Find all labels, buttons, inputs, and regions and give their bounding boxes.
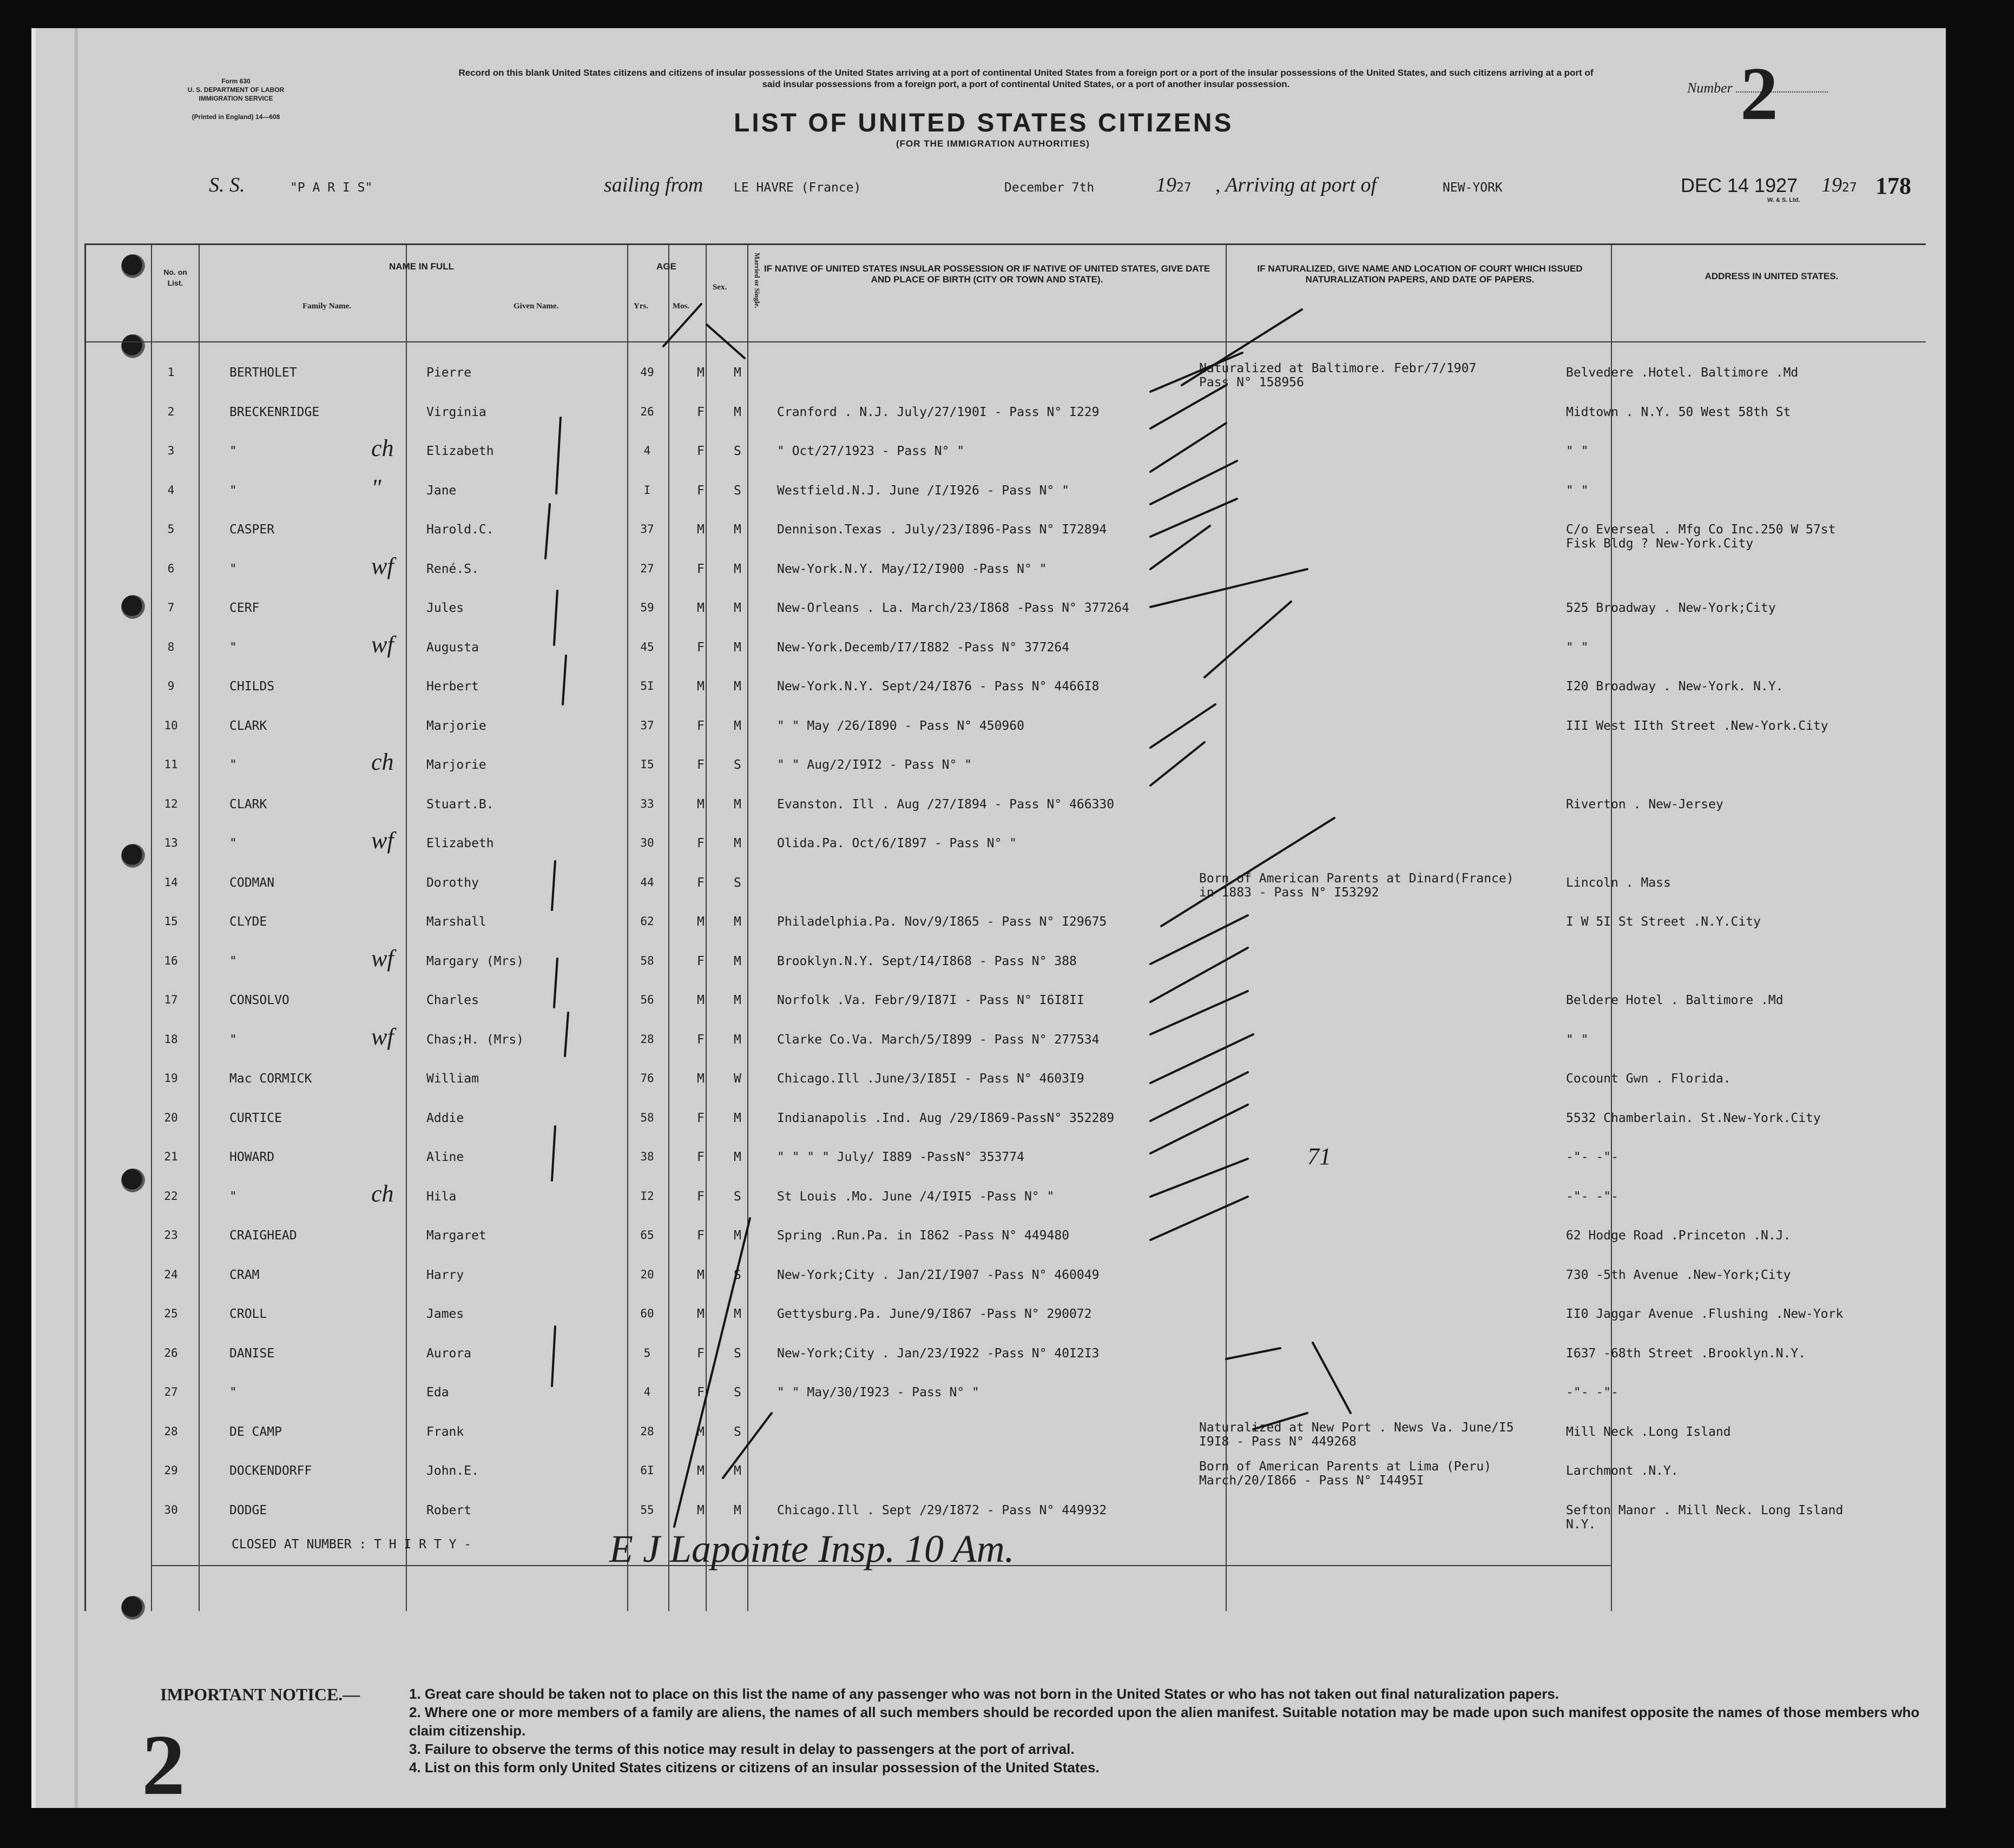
row-family: BRECKENRIDGE xyxy=(229,405,320,419)
row-ms: S xyxy=(734,758,741,772)
row-family: CRAM xyxy=(229,1268,260,1282)
row-given: Chas;H. (Mrs) xyxy=(426,1032,524,1047)
row-birth: New-York.N.Y. May/I2/I900 -Pass N° " xyxy=(777,562,1047,576)
row-age: 28 xyxy=(640,1032,654,1046)
row-family: CHILDS xyxy=(229,679,275,694)
row-birth: New-York;City . Jan/2I/I907 -Pass N° 460049 xyxy=(777,1268,1100,1282)
row-given: William xyxy=(426,1072,479,1086)
row-sex: F xyxy=(697,1032,705,1047)
row-no: 2 xyxy=(167,405,175,418)
record-instructions: Record on this blank United States citizens and citizens of insular possessions of the United States arriving at a port of continental United States from a foreign port or a port of the insular possessions of the United States, and such citizens arriving at a port of said insular possessions from a foreign port, a port of continental United States, or a port of another insular possession. xyxy=(458,68,1594,89)
row-addr: Belvedere .Hotel. Baltimore .Md xyxy=(1566,366,1799,380)
row-given: Eda xyxy=(426,1385,449,1400)
row-family: DOCKENDORFF xyxy=(229,1464,312,1478)
row-age: 27 xyxy=(640,562,654,575)
row-addr: I637 -68th Street .Brooklyn.N.Y. xyxy=(1566,1346,1806,1361)
row-mark: ch xyxy=(371,749,394,775)
row-sex: F xyxy=(697,640,705,655)
row-no: 8 xyxy=(167,640,175,654)
row-birth: Spring .Run.Pa. in I862 -Pass N° 449480 xyxy=(777,1229,1070,1243)
row-given: Margaret xyxy=(426,1229,486,1243)
row-addr: Sefton Manor . Mill Neck. Long Island xyxy=(1566,1503,1844,1517)
row-ms: S xyxy=(734,483,741,498)
manifest-sheet xyxy=(31,28,1946,1808)
row-no: 18 xyxy=(164,1032,178,1046)
row-addr: II0 Jaggar Avenue .Flushing .New-York xyxy=(1566,1307,1844,1321)
row-sex: F xyxy=(697,405,705,419)
row-age: I xyxy=(643,483,651,497)
row-addr: I W 5I St Street .N.Y.City xyxy=(1566,915,1761,929)
row-birth: " " May/30/I923 - Pass N° " xyxy=(777,1385,979,1400)
row-addr: Cocount Gwn . Florida. xyxy=(1566,1072,1731,1086)
row-mark: ch xyxy=(371,1180,394,1207)
row-birth: " " May /26/I890 - Pass N° 450960 xyxy=(777,718,1024,733)
row-birth: Clarke Co.Va. March/5/I899 - Pass N° 277534 xyxy=(777,1032,1100,1047)
row-no: 16 xyxy=(164,954,178,967)
row-sex: M xyxy=(697,1464,705,1478)
row-birth: New-York.N.Y. Sept/24/I876 - Pass N° 4466I8 xyxy=(777,679,1100,694)
row-family: DE CAMP xyxy=(229,1424,282,1439)
number-label: Number xyxy=(1687,80,1828,96)
row-age: 65 xyxy=(640,1229,654,1242)
row-addr: I20 Broadway . New-York. N.Y. xyxy=(1566,679,1783,694)
row-no: 28 xyxy=(164,1424,178,1438)
row-sex: F xyxy=(697,836,705,850)
row-family: BERTHOLET xyxy=(229,366,297,380)
row-birth: Cranford . N.J. July/27/190I - Pass N° I229 xyxy=(777,405,1100,419)
row-addr: -"- -"- xyxy=(1566,1385,1618,1400)
row-age: 20 xyxy=(640,1268,654,1281)
col-age-mos: Mos. xyxy=(673,302,690,311)
row-ms: S xyxy=(734,444,741,458)
row-given: Addie xyxy=(426,1111,464,1125)
row-birth: Westfield.N.J. June /I/I926 - Pass N° " xyxy=(777,483,1070,498)
row-family: " xyxy=(229,444,237,458)
row-age: 6I xyxy=(640,1464,654,1477)
row-age: 55 xyxy=(640,1503,654,1516)
row-ms: S xyxy=(734,1189,741,1204)
row-ms: S xyxy=(734,1268,741,1282)
row-sex: F xyxy=(697,483,705,498)
row-age: 58 xyxy=(640,954,654,967)
col-birth: IF NATIVE OF UNITED STATES INSULAR POSSESSION OR IF NATIVE OF UNITED STATES, GIVE DATE AND PLACE OF BIRTH (CITY OR TOWN AND STATE). xyxy=(764,263,1210,285)
row-sex: F xyxy=(697,718,705,733)
row-no: 20 xyxy=(164,1111,178,1124)
row-family: " xyxy=(229,640,237,655)
port-of-arrival: NEW-YORK xyxy=(1443,181,1503,195)
row-naturalized: Born of American Parents at Lima (Peru) xyxy=(1199,1460,1492,1474)
row-birth: Indianapolis .Ind. Aug /29/I869-PassN° 352289 xyxy=(777,1111,1115,1125)
row-given: Elizabeth xyxy=(426,444,494,458)
form-number: Form 630 xyxy=(221,77,251,85)
row-no: 25 xyxy=(164,1307,178,1320)
row-addr: 5532 Chamberlain. St.New-York.City xyxy=(1566,1111,1821,1125)
row-ms: M xyxy=(734,797,741,811)
row-age: I5 xyxy=(640,758,654,771)
row-sex: M xyxy=(697,993,705,1007)
row-ms: S xyxy=(734,1346,741,1361)
row-ms: M xyxy=(734,993,741,1007)
row-age: 4 xyxy=(643,444,651,457)
row-family: " xyxy=(229,1189,237,1204)
notice-item: 1. Great care should be taken not to place on this list the name of any passenger who was not born in the United States or who has not taken out final naturalization papers. xyxy=(409,1686,1559,1702)
row-sex: M xyxy=(697,1268,705,1282)
col-address: ADDRESS IN UNITED STATES. xyxy=(1704,271,1839,281)
row-sex: M xyxy=(697,1072,705,1086)
notice-items xyxy=(409,1685,1940,1777)
row-age: 60 xyxy=(640,1307,654,1320)
row-no: 29 xyxy=(164,1464,178,1477)
row-family: CASPER xyxy=(229,523,275,537)
row-no: 10 xyxy=(164,718,178,732)
row-ms: M xyxy=(734,1150,741,1164)
row-birth: Gettysburg.Pa. June/9/I867 -Pass N° 290072 xyxy=(777,1307,1092,1321)
row-family: CERF xyxy=(229,601,260,615)
row-addr: C/o Everseal . Mfg Co Inc.250 W 57st xyxy=(1566,523,1836,537)
row-naturalized-line2: March/20/I866 - Pass N° I4495I xyxy=(1199,1474,1424,1488)
row-birth: " " Aug/2/I9I2 - Pass N° " xyxy=(777,758,972,772)
col-given-name: Given Name. xyxy=(514,302,559,311)
row-no: 27 xyxy=(164,1385,178,1398)
row-age: 49 xyxy=(640,366,654,379)
row-family: " xyxy=(229,836,237,850)
row-given: Dorothy xyxy=(426,875,479,890)
row-addr: III West IIth Street .New-York.City xyxy=(1566,718,1828,733)
notice-item: 2. Where one or more members of a family are aliens, the names of all such members should be recorded upon the alien manifest. Suitable notation may be made upon such manifest opposite the names of those members who claim citizenship. xyxy=(409,1704,1920,1739)
row-sex: F xyxy=(697,875,705,890)
row-family: CURTICE xyxy=(229,1111,282,1125)
row-no: 9 xyxy=(167,679,175,692)
row-no: 30 xyxy=(164,1503,178,1516)
row-given: Pierre xyxy=(426,366,472,380)
row-sex: F xyxy=(697,1111,705,1125)
row-mark: wf xyxy=(371,945,394,972)
department-label: U. S. DEPARTMENT OF LABOR xyxy=(187,86,285,94)
row-age: 28 xyxy=(640,1424,654,1438)
notice-item: 3. Failure to observe the terms of this notice may result in delay to passengers at the port of arrival. xyxy=(409,1741,1075,1757)
arriving-label: , Arriving at port of xyxy=(1215,174,1377,196)
row-family: DODGE xyxy=(229,1503,267,1517)
page-title: LIST OF UNITED STATES CITIZENS xyxy=(734,109,1234,137)
row-birth: Evanston. Ill . Aug /27/I894 - Pass N° 466330 xyxy=(777,797,1115,811)
row-no: 17 xyxy=(164,993,178,1006)
row-sex: M xyxy=(697,1307,705,1321)
row-addr: 62 Hodge Road .Princeton .N.J. xyxy=(1566,1229,1791,1243)
row-no: 19 xyxy=(164,1072,178,1085)
row-no: 21 xyxy=(164,1150,178,1163)
row-family: CONSOLVO xyxy=(229,993,289,1007)
row-given: Frank xyxy=(426,1424,464,1439)
sailing-year: 1927 xyxy=(1156,174,1192,196)
row-sex: F xyxy=(697,1189,705,1204)
row-family: Mac CORMICK xyxy=(229,1072,312,1086)
row-ms: M xyxy=(734,1032,741,1047)
row-birth: Philadelphia.Pa. Nov/9/I865 - Pass N° I29675 xyxy=(777,915,1107,929)
row-naturalized-line2: I9I8 - Pass N° 449268 xyxy=(1199,1434,1357,1449)
row-given: Stuart.B. xyxy=(426,797,494,811)
row-family: " xyxy=(229,1385,237,1400)
row-sex: F xyxy=(697,562,705,576)
row-no: 3 xyxy=(167,444,175,457)
row-no: 6 xyxy=(167,562,175,575)
row-ms: M xyxy=(734,562,741,576)
row-addr: " " xyxy=(1566,1032,1589,1047)
row-family: " xyxy=(229,1032,237,1047)
row-family: DANISE xyxy=(229,1346,275,1361)
row-addr: Midtown . N.Y. 50 West 58th St xyxy=(1566,405,1791,419)
row-addr: 525 Broadway . New-York;City xyxy=(1566,601,1776,615)
row-age: 30 xyxy=(640,836,654,849)
row-sex: M xyxy=(697,679,705,694)
row-given: Charles xyxy=(426,993,479,1007)
row-given: Marjorie xyxy=(426,758,486,772)
arrival-stamp: DEC 14 1927 xyxy=(1681,174,1798,196)
row-age: I2 xyxy=(640,1189,654,1203)
service-label: IMMIGRATION SERVICE xyxy=(199,95,273,102)
row-mark: wf xyxy=(371,552,394,579)
row-ms: M xyxy=(734,954,741,968)
row-addr: " " xyxy=(1566,483,1589,498)
port-of-departure: LE HAVRE (France) xyxy=(734,181,861,195)
row-sex: M xyxy=(697,915,705,929)
row-age: 76 xyxy=(640,1072,654,1085)
row-no: 12 xyxy=(164,797,178,810)
row-family: CLYDE xyxy=(229,915,267,929)
row-sex: F xyxy=(697,444,705,458)
notice-heading: IMPORTANT NOTICE.— xyxy=(160,1685,360,1704)
row-ms: M xyxy=(734,1464,741,1478)
row-addr: Lincoln . Mass xyxy=(1566,875,1671,890)
row-sex: F xyxy=(697,1385,705,1400)
row-birth: New-York.Decemb/I7/I882 -Pass N° 377264 xyxy=(777,640,1070,655)
row-given: Harold.C. xyxy=(426,523,494,537)
row-ms: S xyxy=(734,875,741,890)
row-sex: F xyxy=(697,954,705,968)
row-given: James xyxy=(426,1307,464,1321)
row-sex: F xyxy=(697,758,705,772)
closed-at-number: CLOSED AT NUMBER : T H I R T Y - xyxy=(232,1537,472,1552)
printer-mark: W. & S. Ltd. xyxy=(1767,197,1800,203)
col-age: AGE xyxy=(656,261,676,272)
row-sex: M xyxy=(697,1503,705,1517)
row-mark: " xyxy=(371,474,381,501)
row-sex: M xyxy=(697,601,705,615)
row-ms: M xyxy=(734,640,741,655)
row-ms: M xyxy=(734,405,741,419)
row-birth: Chicago.Ill .June/3/I85I - Pass N° 4603I9 xyxy=(777,1072,1084,1086)
row-age: 38 xyxy=(640,1150,654,1163)
ss-label: S. S. xyxy=(209,174,245,196)
row-birth: Olida.Pa. Oct/6/I897 - Pass N° " xyxy=(777,836,1017,850)
row-birth: " " " " July/ I889 -PassN° 353774 xyxy=(777,1150,1024,1164)
row-no: 7 xyxy=(167,601,175,614)
row-given: Herbert xyxy=(426,679,479,694)
row-addr: Beldere Hotel . Baltimore .Md xyxy=(1566,993,1783,1007)
col-naturalized: IF NATURALIZED, GIVE NAME AND LOCATION OF COURT WHICH ISSUED NATURALIZATION PAPERS, AND DATE OF PAPERS. xyxy=(1257,263,1583,285)
row-addr: " " xyxy=(1566,444,1589,458)
row-ms: S xyxy=(734,1424,741,1439)
row-ms: M xyxy=(734,1111,741,1125)
row-given: Jules xyxy=(426,601,464,615)
page-subtitle: (FOR THE IMMIGRATION AUTHORITIES) xyxy=(896,138,1090,149)
notice-item: 4. List on this form only United States citizens or citizens of an insular possession of the United States. xyxy=(409,1759,1100,1776)
row-no: 24 xyxy=(164,1268,178,1281)
row-birth: Dennison.Texas . July/23/I896-Pass N° I72894 xyxy=(777,523,1107,537)
row-given: Virginia xyxy=(426,405,486,419)
row-age: 4 xyxy=(643,1385,651,1398)
row-mark: wf xyxy=(371,1023,394,1050)
row-birth: St Louis .Mo. June /4/I9I5 -Pass N° " xyxy=(777,1189,1055,1204)
row-ms: M xyxy=(734,679,741,694)
row-family: " xyxy=(229,758,237,772)
row-given: Jane xyxy=(426,483,457,498)
row-sex: F xyxy=(697,1229,705,1243)
row-given: Aurora xyxy=(426,1346,472,1361)
row-no: 13 xyxy=(164,836,178,849)
col-no-on-list: No. on List. xyxy=(163,268,187,287)
col-sex: Sex. xyxy=(713,283,727,292)
row-given: Harry xyxy=(426,1268,464,1282)
row-given: Marjorie xyxy=(426,718,486,733)
row-addr2: Fisk Bldg ? New-York.City xyxy=(1566,537,1754,551)
list-number: 2 xyxy=(1740,52,1778,136)
row-birth: New-Orleans . La. March/23/I868 -Pass N° 377264 xyxy=(777,601,1129,615)
arrival-year: 1927 xyxy=(1821,174,1857,196)
row-sex: M xyxy=(697,1424,705,1439)
row-no: 15 xyxy=(164,915,178,928)
row-age: 33 xyxy=(640,797,654,810)
row-addr: Riverton . New-Jersey xyxy=(1566,797,1723,811)
margin-note: 71 xyxy=(1307,1143,1331,1170)
row-family: " xyxy=(229,562,237,576)
row-age: 5I xyxy=(640,679,654,692)
row-given: René.S. xyxy=(426,562,479,576)
sailing-from-label: sailing from xyxy=(604,174,703,196)
row-given: Marshall xyxy=(426,915,486,929)
row-age: 62 xyxy=(640,915,654,928)
row-addr: 730 -5th Avenue .New-York;City xyxy=(1566,1268,1791,1282)
row-age: 37 xyxy=(640,523,654,536)
col-name-in-full: NAME IN FULL xyxy=(389,261,454,272)
row-sex: M xyxy=(697,523,705,537)
sailing-date: December 7th xyxy=(1004,181,1095,195)
row-birth: New-York;City . Jan/23/I922 -Pass N° 40I2I3 xyxy=(777,1346,1100,1361)
row-naturalized-line2: Pass N° 158956 xyxy=(1199,375,1304,390)
row-no: 26 xyxy=(164,1346,178,1359)
row-ms: M xyxy=(734,1307,741,1321)
row-ms: M xyxy=(734,601,741,615)
col-age-yrs: Yrs. xyxy=(634,302,649,311)
row-age: 37 xyxy=(640,718,654,732)
row-addr: Larchmont .N.Y. xyxy=(1566,1464,1679,1478)
page-number: 178 xyxy=(1875,173,1911,199)
row-mark: wf xyxy=(371,827,394,854)
row-no: 4 xyxy=(167,483,175,497)
row-ms: M xyxy=(734,1229,741,1243)
row-given: Hila xyxy=(426,1189,457,1204)
row-ms: S xyxy=(734,1385,741,1400)
row-mark: ch xyxy=(371,435,394,461)
row-ms: M xyxy=(734,718,741,733)
row-family: " xyxy=(229,954,237,968)
row-sex: F xyxy=(697,1346,705,1361)
row-given: Robert xyxy=(426,1503,472,1517)
row-given: Augusta xyxy=(426,640,479,655)
row-sex: F xyxy=(697,1150,705,1164)
ship-name: "P A R I S" xyxy=(290,181,373,195)
row-ms: W xyxy=(734,1072,741,1086)
row-given: Aline xyxy=(426,1150,464,1164)
row-no: 23 xyxy=(164,1229,178,1242)
row-sex: M xyxy=(697,366,705,380)
row-family: CRAIGHEAD xyxy=(229,1229,297,1243)
row-family: CROLL xyxy=(229,1307,267,1321)
row-given: Elizabeth xyxy=(426,836,494,850)
row-naturalized: Born of American Parents at Dinard(France) xyxy=(1199,871,1514,886)
row-age: 59 xyxy=(640,601,654,614)
row-family: CLARK xyxy=(229,797,267,811)
row-given: John.E. xyxy=(426,1464,479,1478)
row-age: 26 xyxy=(640,405,654,418)
row-family: CLARK xyxy=(229,718,267,733)
row-addr: Mill Neck .Long Island xyxy=(1566,1424,1731,1439)
row-no: 22 xyxy=(164,1189,178,1203)
row-mark: wf xyxy=(371,631,394,658)
row-birth: Chicago.Ill . Sept /29/I872 - Pass N° 449932 xyxy=(777,1503,1107,1517)
row-addr: -"- -"- xyxy=(1566,1189,1618,1204)
row-age: 58 xyxy=(640,1111,654,1124)
row-ms: M xyxy=(734,1503,741,1517)
row-family: " xyxy=(229,483,237,498)
row-ms: M xyxy=(734,836,741,850)
col-family-name: Family Name. xyxy=(302,302,351,311)
row-birth: Norfolk .Va. Febr/9/I87I - Pass N° I6I8II xyxy=(777,993,1084,1007)
row-ms: M xyxy=(734,366,741,380)
printed-note: (Printed in England) 14—608 xyxy=(192,113,280,121)
row-naturalized-line2: in 1883 - Pass N° I53292 xyxy=(1199,885,1379,900)
row-ms: M xyxy=(734,523,741,537)
row-age: 44 xyxy=(640,875,654,889)
row-age: 5 xyxy=(643,1346,651,1359)
col-married-single: Married or Single. xyxy=(753,253,761,308)
row-birth: " Oct/27/1923 - Pass N° " xyxy=(777,444,965,458)
row-birth: Brooklyn.N.Y. Sept/I4/I868 - Pass N° 388 xyxy=(777,954,1077,968)
row-naturalized: Naturalized at New Port . News Va. June/I5 xyxy=(1199,1420,1514,1435)
row-no: 1 xyxy=(167,366,175,379)
row-naturalized: Naturalized at Baltimore. Febr/7/1907 xyxy=(1199,361,1477,375)
row-sex: M xyxy=(697,797,705,811)
row-age: 56 xyxy=(640,993,654,1006)
row-ms: M xyxy=(734,915,741,929)
row-addr: -"- -"- xyxy=(1566,1150,1618,1164)
inspector-signature: E J Lapointe Insp. 10 Am. xyxy=(609,1527,1015,1570)
row-addr: " " xyxy=(1566,640,1589,655)
row-family: CODMAN xyxy=(229,875,275,890)
row-family: HOWARD xyxy=(229,1150,275,1164)
row-addr2: N.Y. xyxy=(1566,1517,1596,1532)
row-no: 5 xyxy=(167,523,175,536)
row-no: 14 xyxy=(164,875,178,889)
row-age: 45 xyxy=(640,640,654,654)
row-given: Margary (Mrs) xyxy=(426,954,524,968)
notice-big-number: 2 xyxy=(142,1717,185,1808)
row-no: 11 xyxy=(164,758,178,771)
